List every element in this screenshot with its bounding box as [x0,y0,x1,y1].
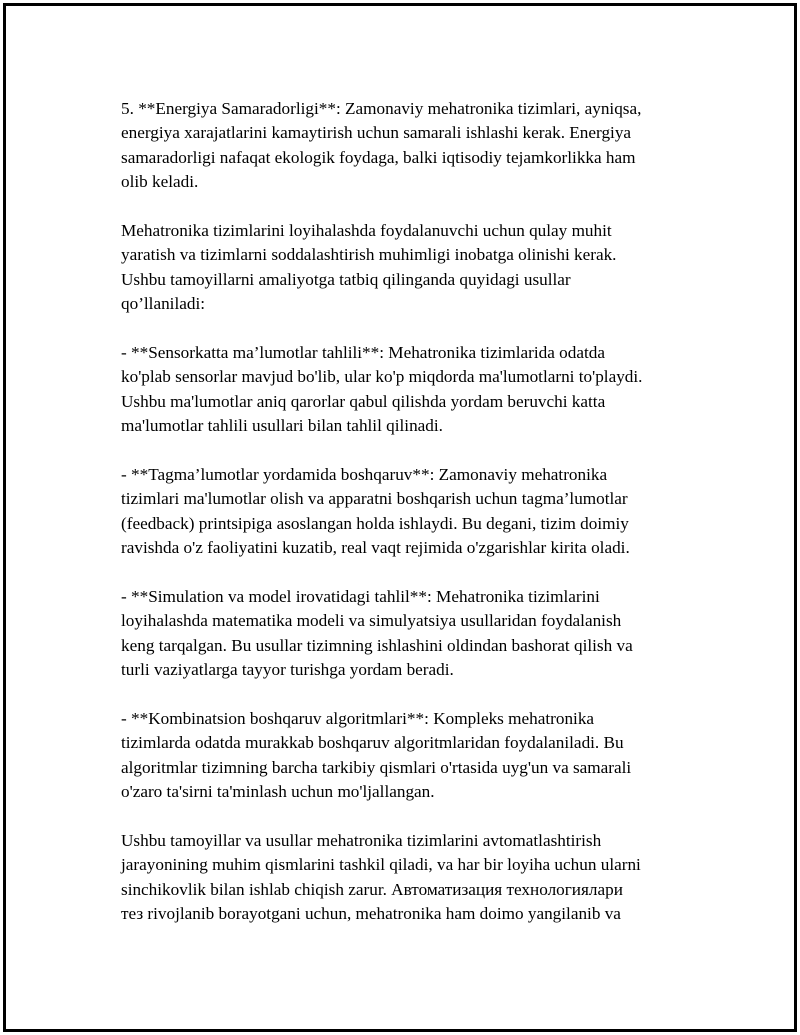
text-line: Ushbu ma'lumotlar aniq qarorlar qabul qilishda yordam beruvchi katta [121,391,606,411]
text-line: olib keladi. [121,172,199,192]
text-line: 5. **Energiya Samaradorligi**: Zamonaviy mehatronika tizimlari, ayniqsa, [121,99,642,118]
list-item-feedback-control [121,463,691,561]
text-line: turli vaziyatlarga tayyor turishga yordam beradi. [121,659,454,679]
list-item-sensor-data-analysis [121,341,691,439]
text-line: (feedback) printsipiga asoslangan holda ishlaydi. Bu degani, tizim doimiy [121,513,629,533]
text-line: yaratish va tizimlarni soddalashtirish muhimligi inobatga olinishi kerak. [121,245,617,265]
paragraph-design-principles [121,219,691,317]
text-line: ko'plab sensorlar mavjud bo'lib, ular ko'p miqdorda ma'lumotlarni to'playdi. [121,367,643,387]
list-item-combination-control [121,707,691,805]
text-line: samaradorligi nafaqat ekologik foydaga, balki iqtisodiy tejamkorlikka ham [121,147,636,167]
text-line: - **Kombinatsion boshqaruv algoritmlari**: Kompleks mehatronika [121,708,595,728]
text-line: keng tarqalgan. Bu usullar tizimning ishlashini oldindan bashorat qilish va [121,635,633,655]
document-body [121,97,691,951]
text-line: tizimlarda odatda murakkab boshqaruv algoritmlaridan foydalaniladi. Bu [121,733,624,753]
text-line: Mehatronika tizimlarini loyihalashda foydalanuvchi uchun qulay muhit [121,220,612,240]
list-item-simulation-analysis [121,585,691,683]
text-line: o'zaro ta'sirni ta'minlash uchun mo'ljallangan. [121,781,435,801]
text-line: тез rivojlanib borayotgani uchun, mehatronika ham doimo yangilanib va [121,903,621,923]
text-line: algoritmlar tizimning barcha tarkibiy qismlari o'rtasida uyg'un va samarali [121,757,632,777]
text-line: energiya xarajatlarini kamaytirish uchun samarali ishlashi kerak. Energiya [121,123,632,143]
text-line: loyihalashda matematika modeli va simulyatsiya usullaridan foydalanish [121,611,622,631]
text-line: jarayonining muhim qismlarini tashkil qiladi, va har bir loyiha uchun ularni [121,855,641,875]
text-line: - **Simulation va model irovatidagi tahlil**: Mehatronika tizimlarini [121,586,600,606]
paragraph-conclusion [121,829,691,927]
page-frame [3,3,797,1032]
text-line: sinchikovlik bilan ishlab chiqish zarur. Автоматизация технологиялари [121,879,623,899]
text-line: - **Tagma’lumotlar yordamida boshqaruv**: Zamonaviy mehatronika [121,464,608,484]
text-line: ma'lumotlar tahlili usullari bilan tahlil qilinadi. [121,416,443,436]
text-line: - **Sensorkatta ma’lumotlar tahlili**: Mehatronika tizimlarida odatda [121,342,605,362]
text-line: ravishda o'z faoliyatini kuzatib, real vaqt rejimida o'zgarishlar kirita oladi. [121,538,630,558]
text-line: qo’llaniladi: [121,294,206,314]
paragraph-energy-efficiency [121,97,691,195]
text-line: Ushbu tamoyillar va usullar mehatronika tizimlarini avtomatlashtirish [121,830,602,850]
text-line: tizimlari ma'lumotlar olish va apparatni boshqarish uchun tagma’lumotlar [121,489,628,509]
text-line: Ushbu tamoyillarni amaliyotga tatbiq qilinganda quyidagi usullar [121,269,571,289]
